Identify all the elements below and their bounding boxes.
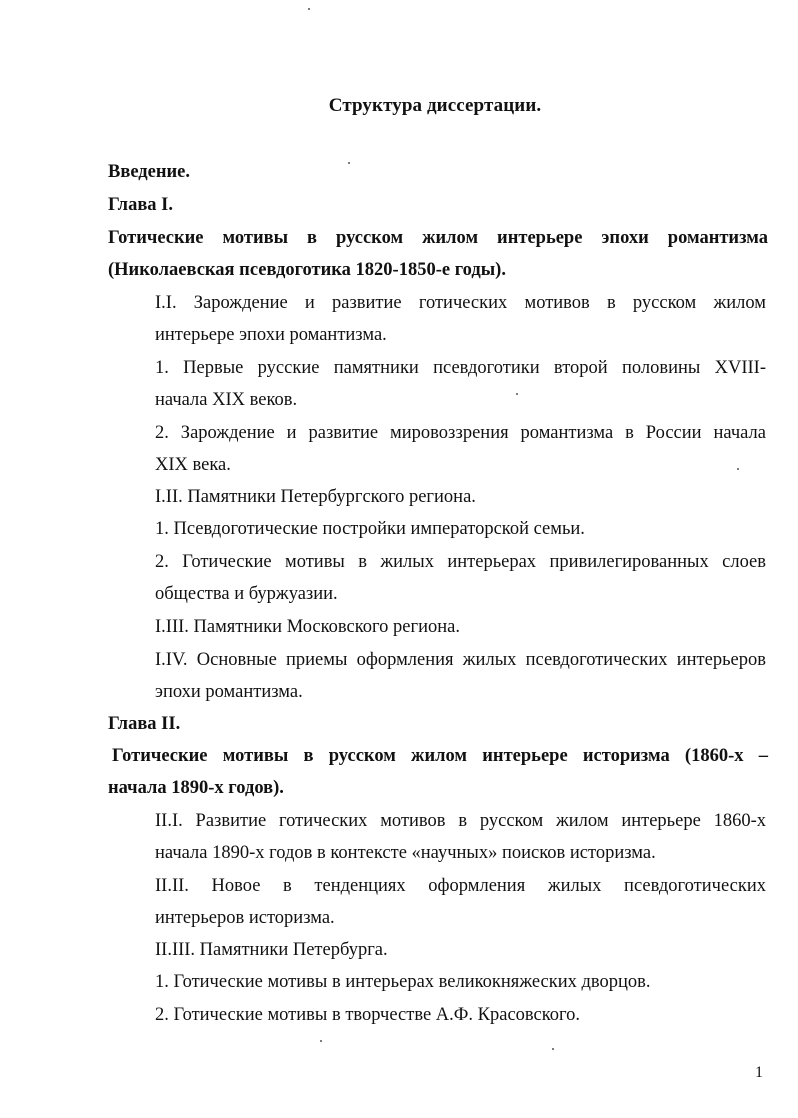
chapter1-section2: I.II. Памятники Петербургского региона. <box>155 487 476 507</box>
scan-speck <box>516 393 518 395</box>
chapter1-title-line2: (Николаевская псевдоготика 1820-1850-е годы). <box>108 260 506 280</box>
chapter1-s2-item2-line2: общества и буржуазии. <box>155 584 338 604</box>
chapter1-s1-item1-line2: начала XIX веков. <box>155 390 298 410</box>
page-title: Структура диссертации. <box>328 95 542 116</box>
chapter2-section2-line2: интерьеров историзма. <box>155 908 335 928</box>
chapter1-section4-line1: I.IV. Основные приемы оформления жилых псевдоготических интерьеров <box>155 650 766 670</box>
chapter2-s3-item2: 2. Готические мотивы в творчестве А.Ф. Красовского. <box>155 1005 581 1025</box>
chapter2-section2-line1: II.II. Новое в тенденциях оформления жилых псевдоготических <box>155 876 766 896</box>
chapter2-section1-line1: II.I. Развитие готических мотивов в русском жилом интерьере 1860-х <box>155 811 766 831</box>
scan-speck <box>348 162 350 164</box>
chapter1-s1-item2-line2: XIX века. <box>155 455 231 475</box>
scan-speck <box>308 8 310 10</box>
chapter1-heading: Глава I. <box>108 195 174 215</box>
chapter1-section3: I.III. Памятники Московского региона. <box>155 617 460 637</box>
introduction-heading: Введение. <box>108 162 191 182</box>
chapter2-title-line2: начала 1890-х годов). <box>108 778 284 798</box>
chapter2-s3-item1: 1. Готические мотивы в интерьерах великокняжеских дворцов. <box>155 972 651 992</box>
chapter1-s1-item1-line1: 1. Первые русские памятники псевдоготики второй половины XVIII- <box>155 358 766 378</box>
chapter1-section1-line1: I.I. Зарождение и развитие готических мотивов в русском жилом <box>155 293 766 313</box>
chapter1-section4-line2: эпохи романтизма. <box>155 682 303 702</box>
chapter2-section3: II.III. Памятники Петербурга. <box>155 940 388 960</box>
chapter1-section1-line2: интерьере эпохи романтизма. <box>155 325 387 345</box>
chapter1-title-line1: Готические мотивы в русском жилом интерьере эпохи романтизма <box>108 228 768 248</box>
chapter2-title-line1: Готические мотивы в русском жилом интерьере историзма (1860-х – <box>112 746 768 766</box>
scan-speck <box>737 468 739 470</box>
chapter1-s2-item2-line1: 2. Готические мотивы в жилых интерьерах привилегированных слоев <box>155 552 766 572</box>
scan-speck <box>552 1048 554 1050</box>
chapter1-s1-item2-line1: 2. Зарождение и развитие мировоззрения романтизма в России начала <box>155 423 766 443</box>
page-number: 1 <box>755 1064 763 1081</box>
chapter1-s2-item1: 1. Псевдоготические постройки императорской семьи. <box>155 519 585 539</box>
scan-speck <box>320 1040 322 1042</box>
chapter2-heading: Глава II. <box>108 714 181 734</box>
chapter2-section1-line2: начала 1890-х годов в контексте «научных» поисков историзма. <box>155 843 656 863</box>
